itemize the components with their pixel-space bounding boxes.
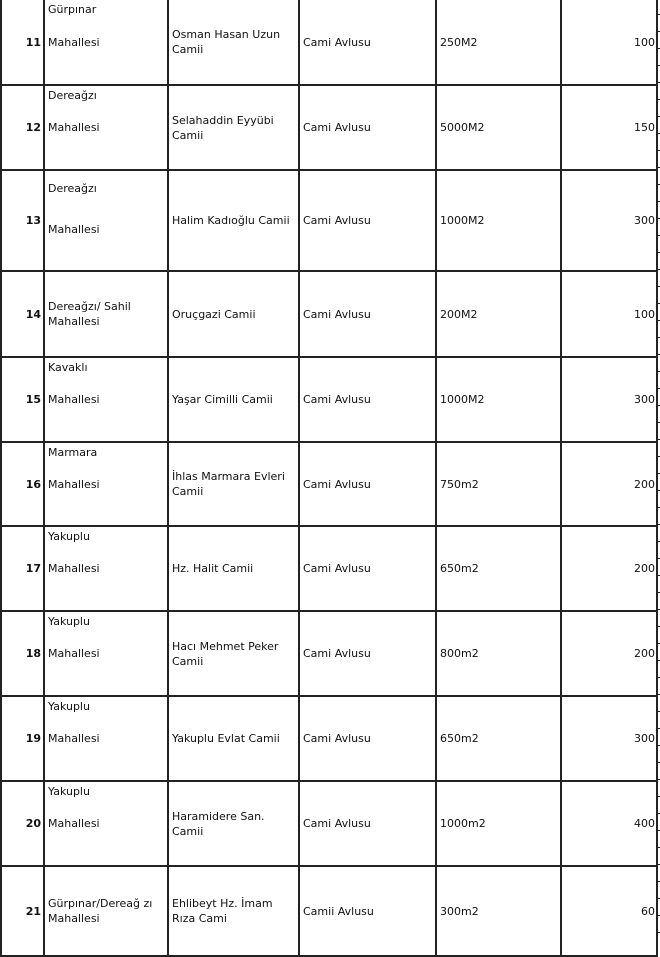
- edge-tick: [656, 354, 660, 355]
- edge-tick: [656, 150, 660, 151]
- mosque-name: Haramidere San. Camii: [168, 781, 299, 866]
- neighborhood-suffix: Mahallesi: [48, 477, 100, 491]
- edge-tick: [656, 898, 660, 899]
- table-row: [1, 442, 657, 526]
- area: 1000M2: [436, 357, 561, 442]
- table-row: [1, 696, 657, 781]
- edge-tick: [656, 218, 660, 219]
- edge-tick: [656, 813, 660, 814]
- capacity: 100: [561, 271, 657, 357]
- capacity: 400: [561, 781, 657, 866]
- edge-tick: [656, 422, 660, 423]
- table-row: [1, 611, 657, 696]
- row-number: 12: [1, 85, 44, 170]
- edge-tick: [656, 337, 660, 338]
- mosque-name: Hacı Mehmet Peker Camii: [168, 611, 299, 696]
- location: Cami Avlusu: [299, 696, 436, 781]
- area: 200M2: [436, 271, 561, 357]
- location: Camii Avlusu: [299, 866, 436, 956]
- area: 1000M2: [436, 170, 561, 271]
- edge-tick: [656, 745, 660, 746]
- row-number: 21: [1, 866, 44, 956]
- capacity: 300: [561, 696, 657, 781]
- capacity: 60: [561, 866, 657, 956]
- location: Cami Avlusu: [299, 271, 436, 357]
- location: Cami Avlusu: [299, 442, 436, 526]
- neighborhood-cell: [44, 85, 168, 170]
- neighborhood-name: Gürpınar: [48, 3, 97, 16]
- table-row: [1, 0, 657, 85]
- neighborhood-name: Marmara: [48, 446, 98, 459]
- table-row: [1, 85, 657, 170]
- edge-tick: [656, 116, 660, 117]
- table-row: [1, 781, 657, 866]
- table-row: [1, 526, 657, 611]
- edge-tick: [656, 456, 660, 457]
- neighborhood-cell: [44, 170, 168, 271]
- edge-tick: [656, 269, 660, 270]
- mosque-name: Osman Hasan Uzun Camii: [168, 0, 299, 85]
- mosque-name: Oruçgazi Camii: [168, 271, 299, 357]
- neighborhood-cell: [44, 442, 168, 526]
- row-number: 14: [1, 271, 44, 357]
- location: Cami Avlusu: [299, 781, 436, 866]
- row-number: 18: [1, 611, 44, 696]
- edge-tick: [656, 507, 660, 508]
- neighborhood-suffix: Mahallesi: [48, 817, 100, 830]
- edge-tick: [656, 201, 660, 202]
- table-row: [1, 170, 657, 271]
- neighborhood-name: Gürpınar/Dereağ zı: [48, 897, 153, 910]
- edge-tick: [656, 473, 660, 474]
- area: 650m2: [436, 696, 561, 781]
- mosque-name: Hz. Halit Camii: [168, 526, 299, 611]
- neighborhood-suffix: Mahallesi: [48, 223, 100, 236]
- capacity: 150: [561, 85, 657, 170]
- neighborhood-suffix: Mahallesi: [48, 647, 100, 660]
- edge-tick: [656, 252, 660, 253]
- edge-tick: [656, 405, 660, 406]
- neighborhood-suffix: Mahallesi: [48, 562, 100, 575]
- edge-tick: [656, 847, 660, 848]
- neighborhood-cell: [44, 271, 168, 357]
- edge-tick: [656, 677, 660, 678]
- area: 800m2: [436, 611, 561, 696]
- location: Cami Avlusu: [299, 170, 436, 271]
- edge-tick: [656, 694, 660, 695]
- neighborhood-name: Yakuplu: [48, 530, 90, 543]
- edge-tick: [656, 371, 660, 372]
- mosque-name: Selahaddin Eyyübi Camii: [168, 85, 299, 170]
- capacity: 200: [561, 526, 657, 611]
- capacity: 100: [561, 0, 657, 85]
- neighborhood-cell: [44, 866, 168, 956]
- neighborhood-suffix: Mahallesi: [48, 35, 100, 49]
- edge-tick: [656, 915, 660, 916]
- row-number: 15: [1, 357, 44, 442]
- edge-tick: [656, 31, 660, 32]
- edge-tick: [656, 286, 660, 287]
- table-row: [1, 866, 657, 956]
- edge-tick: [656, 779, 660, 780]
- edge-tick: [656, 796, 660, 797]
- edge-tick: [656, 728, 660, 729]
- location: Cami Avlusu: [299, 611, 436, 696]
- edge-tick: [656, 82, 660, 83]
- edge-tick: [656, 881, 660, 882]
- area: 5000M2: [436, 85, 561, 170]
- row-number: 20: [1, 781, 44, 866]
- location: Cami Avlusu: [299, 357, 436, 442]
- edge-tick: [656, 609, 660, 610]
- edge-tick: [656, 133, 660, 134]
- neighborhood-suffix: Mahallesi: [48, 121, 100, 134]
- edge-tick: [656, 48, 660, 49]
- neighborhood-name: Dereağzı: [48, 89, 97, 102]
- mosque-name: Yaşar Cimilli Camii: [168, 357, 299, 442]
- table-row: [1, 271, 657, 357]
- edge-tick-marks: [656, 0, 660, 933]
- row-number: 19: [1, 696, 44, 781]
- location: Cami Avlusu: [299, 85, 436, 170]
- edge-tick: [656, 235, 660, 236]
- edge-tick: [656, 184, 660, 185]
- mosque-name: Halim Kadıoğlu Camii: [168, 170, 299, 271]
- row-number: 13: [1, 170, 44, 271]
- mosque-name: İhlas Marmara Evleri Camii: [168, 442, 299, 526]
- edge-tick: [656, 643, 660, 644]
- edge-tick: [656, 592, 660, 593]
- row-number: 17: [1, 526, 44, 611]
- edge-tick: [656, 439, 660, 440]
- edge-tick: [656, 524, 660, 525]
- neighborhood-cell: [44, 781, 168, 866]
- edge-tick: [656, 490, 660, 491]
- neighborhood-name: Dereağzı/ Sahil: [48, 300, 131, 313]
- neighborhood-suffix: Mahallesi: [48, 732, 100, 745]
- mosque-name: Yakuplu Evlat Camii: [168, 696, 299, 781]
- row-number: 16: [1, 442, 44, 526]
- edge-tick: [656, 541, 660, 542]
- area: 1000m2: [436, 781, 561, 866]
- capacity: 300: [561, 357, 657, 442]
- neighborhood-cell: [44, 357, 168, 442]
- area: 750m2: [436, 442, 561, 526]
- location: Cami Avlusu: [299, 526, 436, 611]
- edge-tick: [656, 626, 660, 627]
- edge-tick: [656, 660, 660, 661]
- edge-tick: [656, 575, 660, 576]
- edge-tick: [656, 830, 660, 831]
- edge-tick: [656, 167, 660, 168]
- edge-tick: [656, 762, 660, 763]
- capacity: 300: [561, 170, 657, 271]
- edge-tick: [656, 558, 660, 559]
- row-number: 11: [1, 0, 44, 85]
- neighborhood-suffix: Mahallesi: [48, 315, 100, 328]
- neighborhood-cell: [44, 526, 168, 611]
- capacity: 200: [561, 442, 657, 526]
- location: Cami Avlusu: [299, 0, 436, 85]
- neighborhood-name: Yakuplu: [48, 700, 90, 713]
- edge-tick: [656, 388, 660, 389]
- edge-tick: [656, 65, 660, 66]
- edge-tick: [656, 864, 660, 865]
- edge-tick: [656, 303, 660, 304]
- capacity: 200: [561, 611, 657, 696]
- neighborhood-cell: [44, 611, 168, 696]
- area: 300m2: [436, 866, 561, 956]
- area: 650m2: [436, 526, 561, 611]
- neighborhood-suffix: Mahallesi: [48, 393, 100, 406]
- neighborhood-name: Kavaklı: [48, 361, 88, 374]
- neighborhood-suffix: Mahallesi: [48, 912, 100, 925]
- table-body: [1, 0, 657, 956]
- neighborhood-name: Yakuplu: [48, 615, 90, 628]
- edge-tick: [656, 99, 660, 100]
- table-row: [1, 357, 657, 442]
- neighborhood-cell: [44, 0, 168, 85]
- edge-tick: [656, 320, 660, 321]
- edge-tick: [656, 711, 660, 712]
- neighborhood-cell: [44, 696, 168, 781]
- neighborhood-name: Yakuplu: [48, 785, 90, 798]
- neighborhood-name: Dereağzı: [48, 182, 97, 195]
- mosque-name: Ehlibeyt Hz. İmam Rıza Cami: [168, 866, 299, 956]
- area: 250M2: [436, 0, 561, 85]
- edge-tick: [656, 14, 660, 15]
